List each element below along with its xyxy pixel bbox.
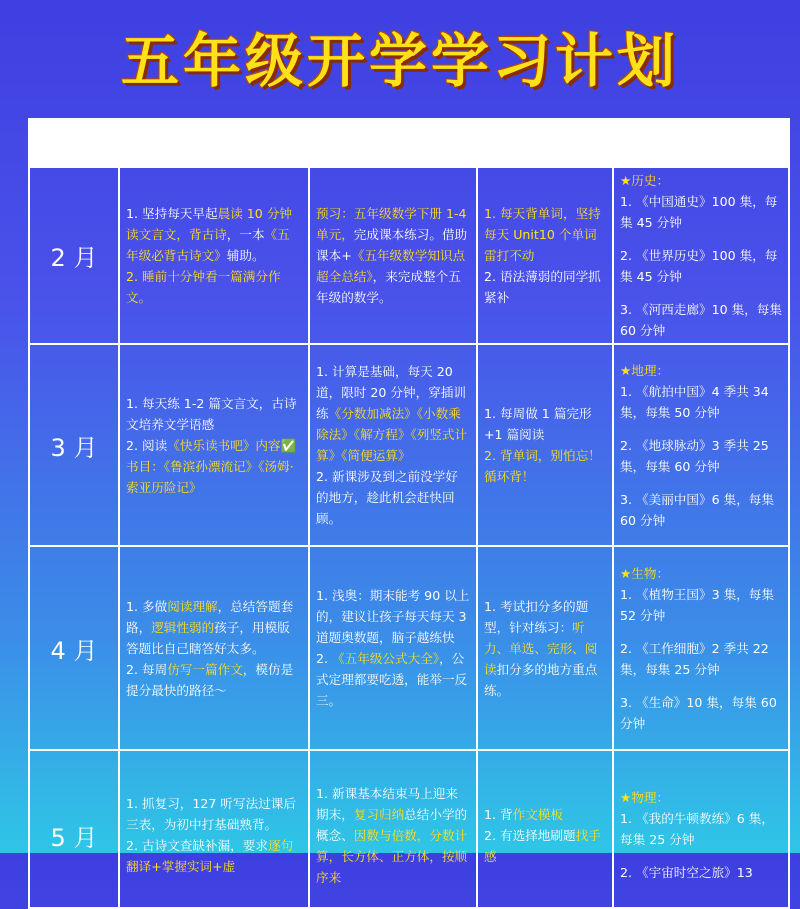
cell-text: 1. 每天练 1-2 篇文言文，古诗文培养文学语感 [126,395,297,432]
header-math: 数学 [309,119,477,167]
cell-text: 1. 每周做 1 篇完形+1 篇阅读 [484,406,592,442]
cell-text: 3. 《河西走廊》10 集，每集 60 分钟 [620,302,782,338]
cell-text: 找手感 [484,827,601,864]
math-cell [309,750,477,908]
cell-text: 辅助。 [226,248,265,263]
cell-text: 2. [316,651,333,666]
month-cell: 3 月 [29,344,119,546]
table-row [29,344,789,546]
english-cell [477,344,613,546]
cell-text: 下册 1-4 单元， [316,206,467,242]
cell-text: ，公式定理都要吃透，能举一反三。 [316,651,468,708]
cell-text: 《快乐读书吧》内容✅ 书目：《鲁滨孙漂流记》《汤姆·索亚历险记》 [126,437,297,495]
cell-text: 仿写一篇作文 [167,661,243,677]
cell-text: 《分数加减法》《小数乘除法》《解方程》《列竖式计算》《简便运算》 [316,406,468,463]
cell-text: 3. 《生命》10 集，每集 60 分钟 [620,694,777,731]
cell-text: 1. 新课基本结束马上迎来期末， [316,785,458,822]
cell-text: 阅读理解 [167,598,218,614]
cell-text: 2. 《地球脉动》3 季共 25 集，每集 60 分钟 [620,437,769,474]
cell-text: ★生物： [620,565,670,581]
cell-text: 扣分多的地方重点练。 [484,661,598,698]
cell-text: ，总结答题套路， [126,598,294,635]
cell-text: ★物理： [620,790,670,805]
extra-cell [613,344,789,546]
cell-text: 1. 《植物王国》3 集，每集 52 分钟 [620,586,774,623]
cell-text: 1. 考试扣分多的题型，针对练习： [484,598,589,635]
math-cell [309,167,477,344]
english-cell [477,167,613,344]
cell-text: 晨读 10 分钟读文言文，背古诗 [126,206,293,242]
english-cell [477,750,613,908]
cell-text: ，来完成整个五年级的数学。 [316,269,461,305]
cell-text: 2. 《工作细胞》2 季共 22 集，每集 25 分钟 [620,640,769,677]
month-cell: 4 月 [29,546,119,750]
math-cell [309,344,477,546]
cell-text: 3. 《美丽中国》6 集，每集 60 分钟 [620,491,774,528]
month-cell: 2 月 [29,167,119,344]
cell-text: 1. 坚持每天早起 [126,206,218,221]
header-extra-subjects: 小四门启蒙 [613,119,789,167]
cell-text: 1. 《中国通史》100 集，每集 45 分钟 [620,194,778,230]
extra-cell [613,750,789,908]
cell-text: ★历史： [620,173,670,188]
cell-text: 2. 背单词，别怕忘！循环背！ [484,448,601,484]
cell-text: ★地理： [620,362,670,378]
cell-text: 《五年级数学知识点超全总结》 [316,248,466,284]
extra-cell [613,167,789,344]
cell-text: 1. 《我的牛顿教练》6 集，每集 25 分钟 [620,811,774,847]
cell-text: 《五年级必背古诗文》 [126,227,290,263]
cell-text: 2. 语法薄弱的同学抓紧补 [484,269,601,305]
month-cell: 5 月 [29,750,119,908]
cell-text: 1. 计算是基础，每天 20 道，限时 20 分钟，穿插训练 [316,364,466,421]
study-plan-table [28,118,790,909]
cell-text: 因数与倍数，分数计算，长方体、正方体，按顺序来 [316,827,468,885]
chinese-cell [119,344,309,546]
cell-text: 完成课本练习。借助课本+ [316,227,468,263]
cell-text: 2. 阅读 [126,437,168,453]
cell-text: 2. 古诗文查缺补漏，要求 [126,838,268,853]
cell-text: 预习：五年级数学 [316,206,417,221]
cell-text: 1. 抓复习，127 听写法过课后三表，为初中打基础熟背。 [126,796,296,832]
cell-text: 1. 浅奥：期末能考 90 以上的，建议让孩子每天每天 3 道题奥数题，脑子越练快 [316,588,470,645]
cell-text: 听力、单选、完形、阅读 [484,619,598,677]
extra-cell [613,546,789,750]
cell-text: 2. 新课涉及到之前没学好的地方，趁此机会赶快回顾。 [316,469,458,526]
header-english: 英语 [477,119,613,167]
header-month: 月份 [29,119,119,167]
cell-text: 2. 有选择地刷题 [484,827,576,843]
cell-text: 作文模板 [512,806,563,822]
math-cell [309,546,477,750]
cell-text: 1. 《航拍中国》4 季共 34 集，每集 50 分钟 [620,383,769,420]
cell-text: 2. 《世界历史》100 集，每集 45 分钟 [620,248,778,284]
english-cell [477,546,613,750]
chinese-cell [119,167,309,344]
cell-text: 《五年级公式大全》 [332,651,440,666]
cell-text: ，模仿是提分最快的路径～ [126,661,294,698]
table-row [29,167,789,344]
table-header-row [29,119,789,167]
cell-text: 2. 《宇宙时空之旅》13 [620,865,753,880]
cell-text: 1. 背 [484,806,513,822]
cell-text: ，一本 [226,227,265,242]
header-chinese: 语文 [119,119,309,167]
chinese-cell [119,750,309,908]
cell-text: 2. 睡前十分钟看一篇满分作文。 [126,269,281,305]
page-title: 五年级开学学习计划 [120,27,679,95]
cell-text: 2. 每周 [126,661,168,677]
cell-text: 总结小学的概念、 [316,806,468,843]
cell-text: 逐句翻译+掌握实词+虚 [126,838,294,874]
cell-text: 复习归纳 [353,806,405,822]
cell-text: 1. 每天背单词，坚持每天 Unit10 个单词雷打不动 [484,206,601,263]
chinese-cell [119,546,309,750]
cell-text: 孩子，用模版答题比自己瞎答好太多。 [126,619,290,656]
cell-text: 逻辑性弱的 [151,619,215,635]
table-row [29,750,789,908]
table-row [29,546,789,750]
cell-text: 1. 多做 [126,598,168,614]
